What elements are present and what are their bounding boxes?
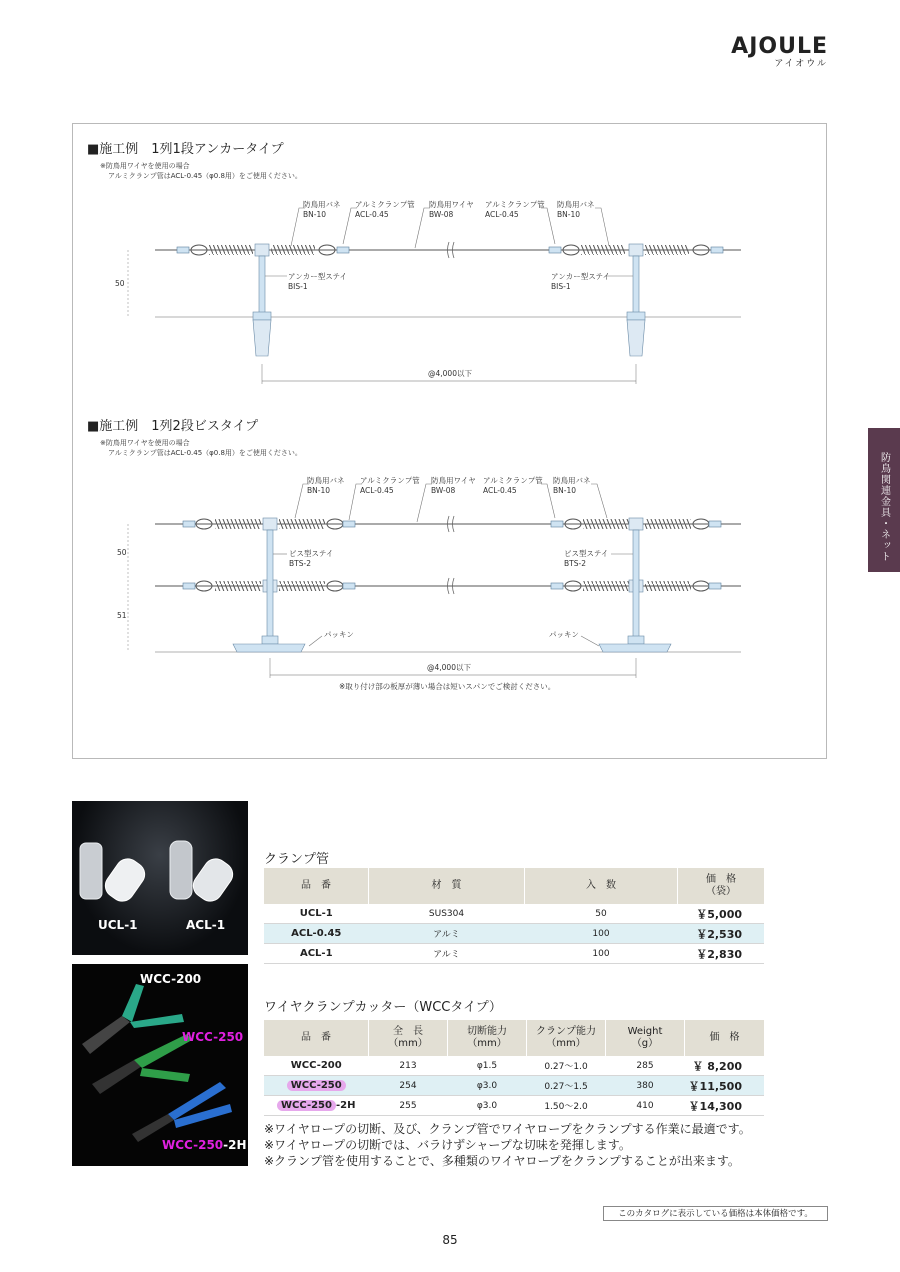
cell-material: アルミ [369,944,525,964]
diagram2-dim-height2: 51 [117,611,127,620]
col-cut: 切断能力 （mm） [448,1020,527,1056]
wire-cutter-table [264,1020,764,1116]
diagram1-stay-right-label: アンカー型ステイ BIS-1 [551,272,611,291]
diagram1-label-clamp-right: アルミクランプ管 ACL-0.45 [485,200,545,219]
col-qty: 入 数 [525,868,678,904]
col-code: 品 番 [264,1020,369,1056]
cell-length: 255 [369,1096,448,1116]
diagram2-label-clamp-left: アルミクランプ管 ACL-0.45 [360,476,420,495]
diagram1-dim-span: @4,000以下 [428,369,472,378]
diagram1-title: ■施工例 1列1段アンカータイプ [87,142,284,157]
diagram2-title: ■施工例 1列2段ビスタイプ [87,419,259,434]
diagram2-footnote: ※取り付け部の板厚が薄い場合は短いスパンでご検討ください。 [339,682,556,691]
cell-weight: 410 [606,1096,685,1116]
diagram1-label-spring-right: 防鳥用バネ BN-10 [557,200,595,219]
cell-cut: φ3.0 [448,1076,527,1096]
photo-label-wcc250-2h: WCC-250-2H [162,1138,247,1152]
clamp-pipe-table [264,868,764,964]
col-code: 品 番 [264,868,369,904]
brand-logo [731,34,828,69]
diagram1-label-clamp-left: アルミクランプ管 ACL-0.45 [355,200,415,219]
cell-material: アルミ [369,924,525,944]
diagram1-dim-height: 50 [115,279,125,288]
cell-qty: 50 [525,904,678,924]
diagram2-stay-left-label: ビス型ステイ BTS-2 [289,549,334,568]
col-material: 材 質 [369,868,525,904]
cell-clamp: 0.27～1.5 [527,1076,606,1096]
cell-price: ￥2,830 [678,944,765,964]
logo-text: AJOULE [731,34,828,59]
diagram2-label-wire: 防鳥用ワイヤ BW-08 [431,476,476,495]
cell-qty: 100 [525,924,678,944]
product-notes [264,1121,751,1169]
col-price: 価 格 （袋） [678,868,765,904]
side-tab-label: 防鳥関連金具・ネット [878,452,890,562]
col-clamp: クランプ能力 （mm） [527,1020,606,1056]
diagram2-note2: アルミクランプ管はACL-0.45（φ0.8用）をご使用ください。 [108,449,302,457]
photo-label-ucl1: UCL-1 [98,918,138,932]
cell-price: ￥11,500 [685,1076,765,1096]
diagram1-note2: アルミクランプ管はACL-0.45（φ0.8用）をご使用ください。 [108,172,302,180]
cell-weight: 380 [606,1076,685,1096]
cell-code: ACL-1 [264,944,369,964]
installation-drawings [73,124,828,760]
cell-clamp: 1.50～2.0 [527,1096,606,1116]
diagram2-stay-right-label: ビス型ステイ BTS-2 [564,549,609,568]
table-row [264,1056,764,1076]
col-price: 価 格 [685,1020,765,1056]
cell-code: WCC-250 [264,1076,369,1096]
table-header-row [264,1020,764,1056]
cutter-table-title: ワイヤクランプカッター（WCCタイプ） [264,1000,502,1015]
diagram2-label-spring-right: 防鳥用バネ BN-10 [553,476,591,495]
cell-material: SUS304 [369,904,525,924]
cell-price: ￥2,530 [678,924,765,944]
diagram1-label-wire: 防鳥用ワイヤ BW-08 [429,200,474,219]
diagram2-packing-left-label: パッキン [324,630,354,639]
cell-qty: 100 [525,944,678,964]
cell-clamp: 0.27～1.0 [527,1056,606,1076]
diagram2-dim-span: @4,000以下 [427,663,471,672]
photo-label-wcc200: WCC-200 [140,972,202,986]
diagram1-drawing [128,208,741,384]
page-number: 85 [442,1233,458,1247]
photo-label-acl1: ACL-1 [186,918,226,932]
table-row [264,904,764,924]
cell-length: 213 [369,1056,448,1076]
cell-price: ￥14,300 [685,1096,765,1116]
diagram2-dim-height1: 50 [117,548,127,557]
cell-length: 254 [369,1076,448,1096]
diagram1-stay-left-label: アンカー型ステイ BIS-1 [288,272,348,291]
photo-label-wcc250: WCC-250 [182,1030,244,1044]
cell-cut: φ3.0 [448,1096,527,1116]
cell-code: ACL-0.45 [264,924,369,944]
diagram2-label-spring-left: 防鳥用バネ BN-10 [307,476,345,495]
col-length: 全 長 （mm） [369,1020,448,1056]
category-side-tab [868,428,900,572]
wire-cutter-illustration [72,964,248,1166]
table-row [264,1096,764,1116]
cell-cut: φ1.5 [448,1056,527,1076]
note-line: ※ワイヤロープの切断、及び、クランプ管でワイヤロープをクランプする作業に最適です。 [264,1122,751,1136]
cell-price: ￥5,000 [678,904,765,924]
note-line: ※クランプ管を使用することで、多種類のワイヤロープをクランプすることが出来ます。 [264,1154,740,1168]
price-disclaimer-box: このカタログに表示している価格は本体価格です。 [603,1206,828,1221]
col-weight: Weight （g） [606,1020,685,1056]
wire-cutter-photo [72,964,248,1166]
diagram2-packing-right-label: パッキン [549,630,579,639]
table-header-row [264,868,764,904]
cell-price: ￥ 8,200 [685,1056,765,1076]
cell-code: UCL-1 [264,904,369,924]
diagram1-note1: ※防鳥用ワイヤを使用の場合 [100,162,190,170]
cell-code: WCC-250 -2H [264,1096,369,1116]
cell-code: WCC-200 [264,1056,369,1076]
logo-subtext: アイオウル [774,59,828,69]
table-row [264,1076,764,1096]
diagram2-drawing [128,484,741,678]
clamp-table-title: クランプ管 [264,852,330,867]
diagram2-note1: ※防鳥用ワイヤを使用の場合 [100,439,190,447]
note-line: ※ワイヤロープの切断では、バラけずシャープな切味を発揮します。 [264,1138,631,1152]
diagram1-label-spring-left: 防鳥用バネ BN-10 [303,200,341,219]
installation-diagram-panel [72,123,827,759]
clamp-pipe-photo [72,801,248,955]
table-row [264,924,764,944]
diagram2-label-clamp-right: アルミクランプ管 ACL-0.45 [483,476,543,495]
table-row [264,944,764,964]
cell-weight: 285 [606,1056,685,1076]
